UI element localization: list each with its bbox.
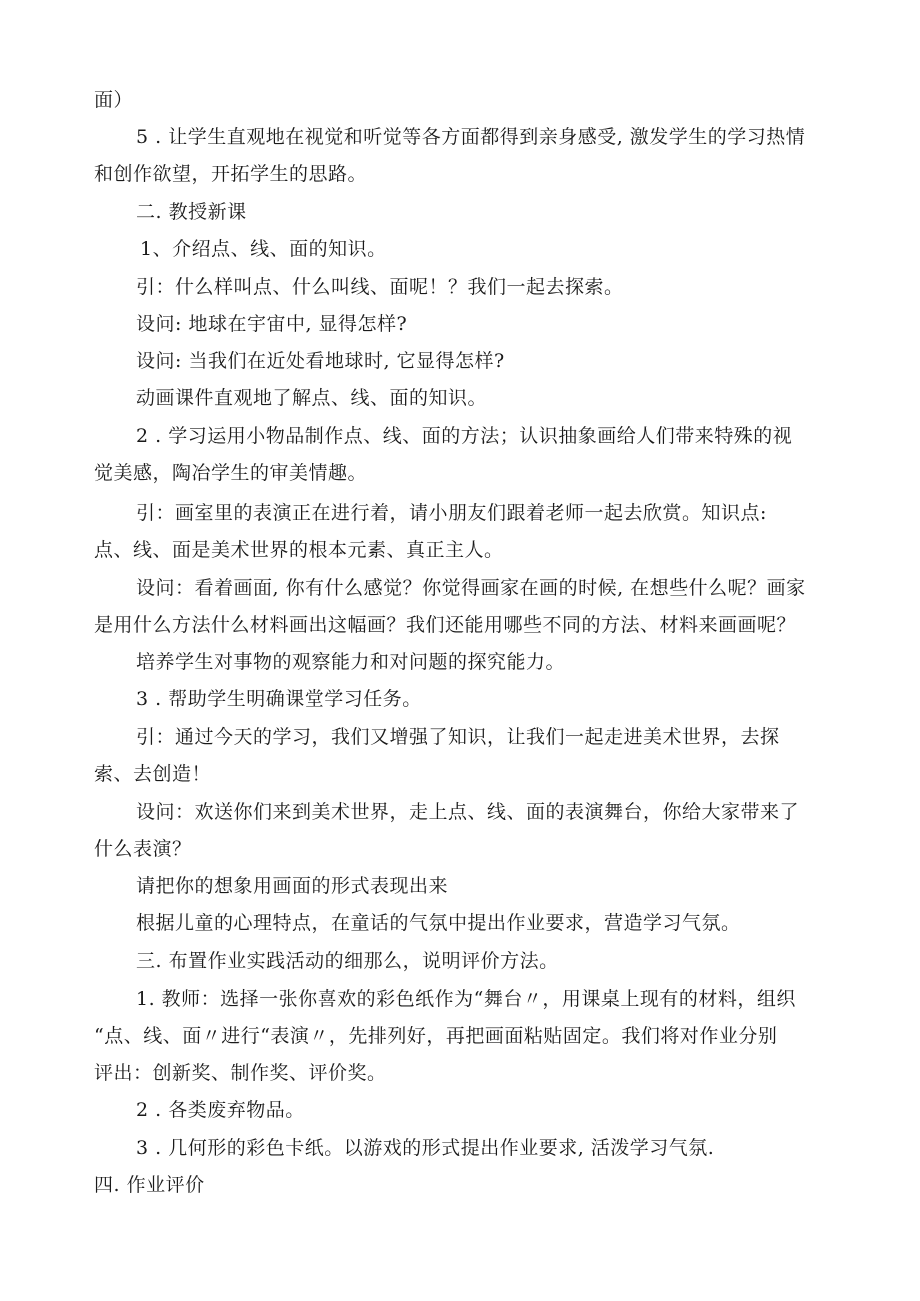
text-line: 设问: 地球在宇宙中, 显得怎样? [136, 313, 408, 335]
text-line: 索、去创造！ [94, 763, 212, 785]
text-line: 设问：欢送你们来到美术世界，走上点、线、面的表演舞台，你给大家带来了 [136, 801, 800, 823]
text-line: 引：画室里的表演正在进行着，请小朋友们跟着老师一起去欣赏。知识点: [136, 502, 767, 524]
text-line: 和创作欲望，开拓学生的思路。 [94, 163, 368, 185]
text-line: 动画课件直观地了解点、线、面的知识。 [136, 387, 488, 409]
text-line: 评出：创新奖、制作奖、评价奖。 [94, 1062, 387, 1084]
text-line: 3 . 帮助学生明确课堂学习任务。 [136, 688, 422, 710]
text-line: 请把你的想象用画面的形式表现出来 [136, 875, 449, 897]
section-heading: 四. 作业评价 [94, 1174, 205, 1196]
text-line: 2 . 各类废弃物品。 [136, 1099, 305, 1121]
text-line: 设问：看着画面, 你有什么感觉？你觉得画家在画的时候, 在想些什么呢？画家 [136, 577, 806, 599]
section-heading: 二. 教授新课 [136, 201, 247, 223]
text-line: 5 . 让学生直观地在视觉和听觉等各方面都得到亲身感受, 激发学生的学习热情 [136, 126, 806, 148]
section-heading: 三. 布置作业实践活动的细那么，说明评价方法。 [136, 950, 559, 972]
text-line: 觉美感，陶冶学生的审美情趣。 [94, 462, 368, 484]
text-line: 引：什么样叫点、什么叫线、面呢！？我们一起去探索。 [136, 276, 624, 298]
text-line: 1、介绍点、线、面的知识。 [140, 238, 387, 260]
text-line: 根据儿童的心理特点，在童话的气氛中提出作业要求，营造学习气氛。 [136, 912, 741, 934]
text-line: 2 . 学习运用小物品制作点、线、面的方法；认识抽象画给人们带来特殊的视 [136, 425, 793, 447]
text-line: 点、线、面是美术世界的根本元素、真正主人。 [94, 539, 504, 561]
text-line: “点、线、面〃进行“表演〃，先排列好，再把画面粘贴固定。我们将对作业分别 [94, 1025, 778, 1047]
text-line: 引：通过今天的学习，我们又增强了知识，让我们一起走进美术世界，去探 [136, 726, 780, 748]
text-line: 培养学生对事物的观察能力和对问题的探究能力。 [136, 651, 566, 673]
text-line: 面） [94, 89, 134, 111]
text-line: 设问: 当我们在近处看地球时, 它显得怎样? [136, 350, 505, 372]
text-line: 是用什么方法什么材料画出这幅画？我们还能用哪些不同的方法、材料来画画呢？ [94, 614, 797, 636]
text-line: 3 . 几何形的彩色卡纸。以游戏的形式提出作业要求, 活泼学习气氛. [136, 1137, 715, 1159]
text-line: 什么表演？ [94, 838, 192, 860]
text-line: 1. 教师：选择一张你喜欢的彩色纸作为“舞台〃，用课桌上现有的材料，组织 [136, 988, 796, 1010]
